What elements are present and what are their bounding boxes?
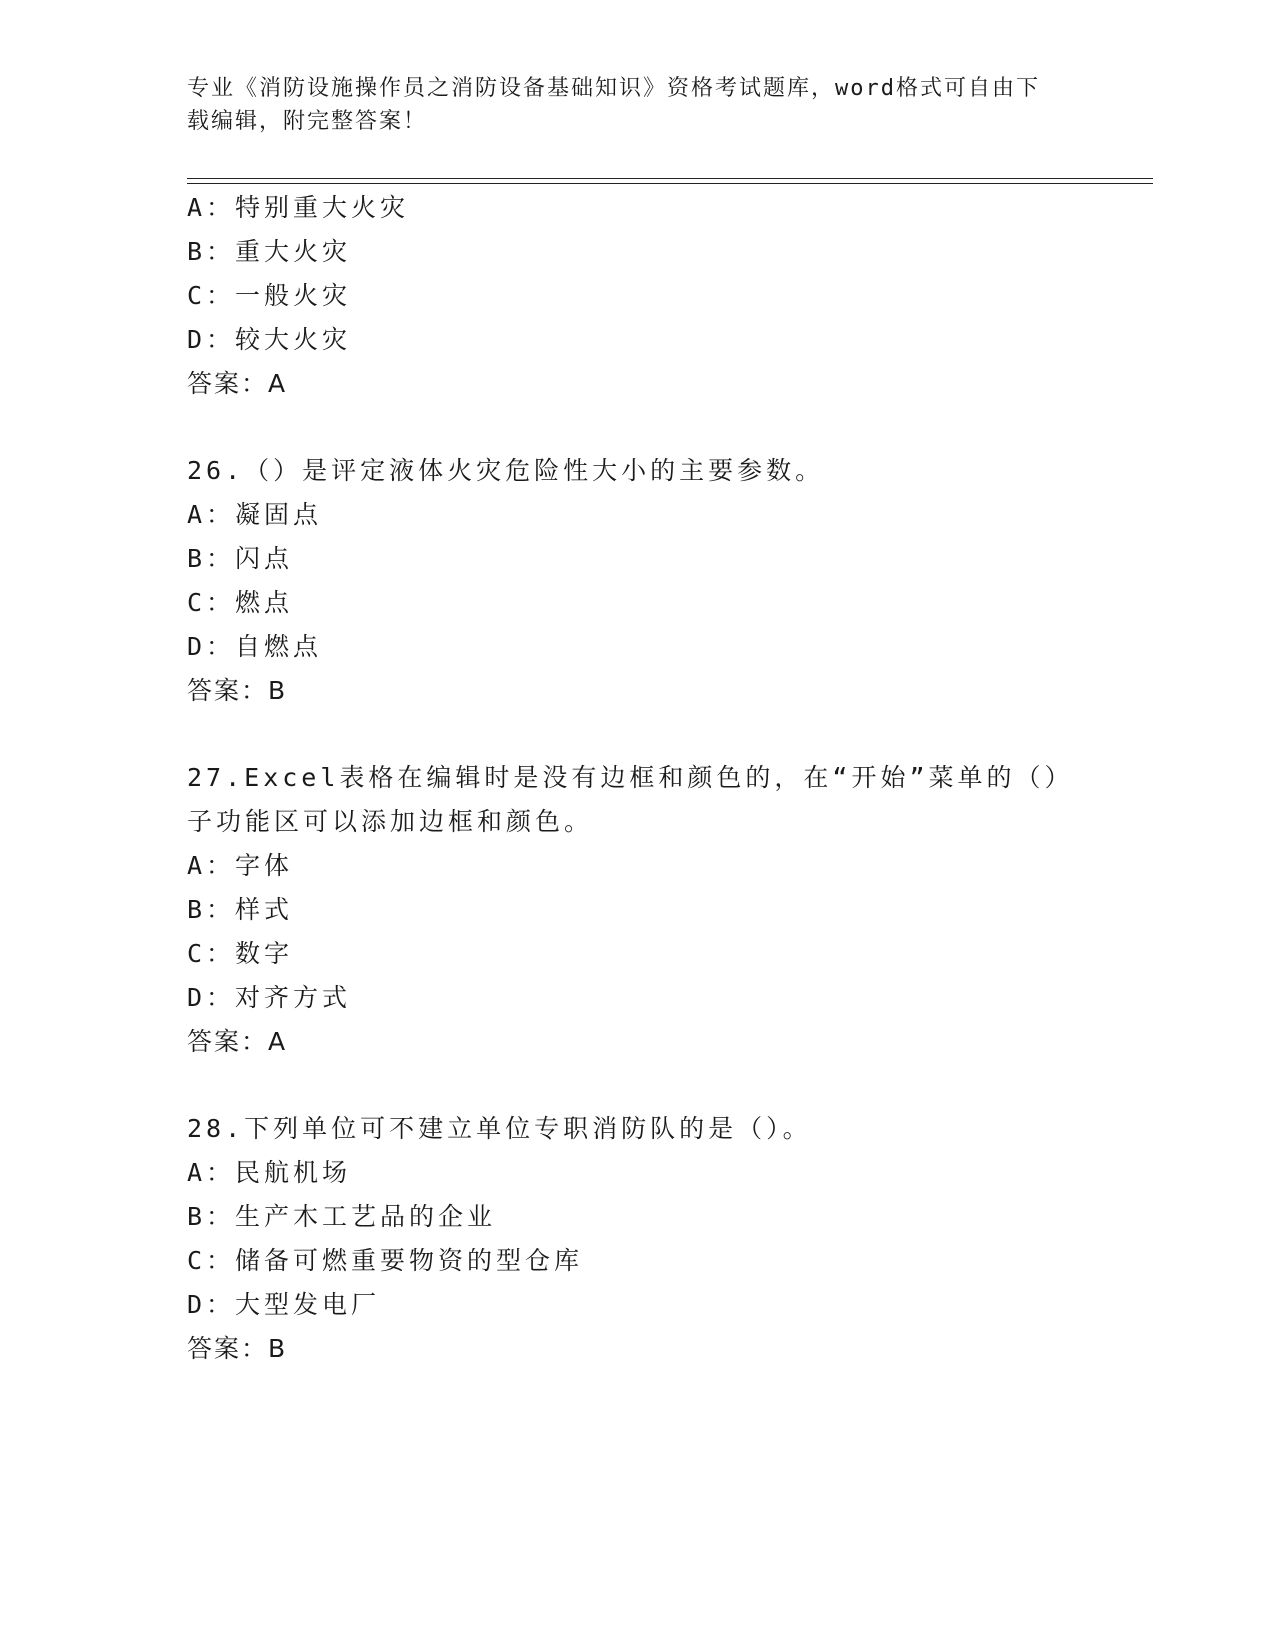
q25-option-b: B：重大火灾 <box>187 237 352 266</box>
q27-option-c: C：数字 <box>187 939 294 968</box>
header-line-2: 载编辑，附完整答案！ <box>187 109 428 134</box>
q26-option-d: D：自燃点 <box>187 632 323 661</box>
q28-option-c: C：储备可燃重要物资的型仓库 <box>187 1246 584 1275</box>
q25-answer: 答案：A <box>187 369 288 398</box>
q28-answer: 答案：B <box>187 1334 288 1363</box>
q26-option-b: B：闪点 <box>187 544 294 573</box>
q27-stem-line-1: 27.Excel表格在编辑时是没有边框和颜色的，在“开始”菜单的（） <box>187 763 1074 792</box>
header-line-1: 专业《消防设施操作员之消防设备基础知识》资格考试题库，word格式可自由下 <box>187 76 1040 101</box>
q27-option-d: D：对齐方式 <box>187 983 352 1012</box>
q26-answer: 答案：B <box>187 676 288 705</box>
header-rule-top <box>187 178 1153 179</box>
q26-option-c: C：燃点 <box>187 588 294 617</box>
q27-option-b: B：样式 <box>187 895 294 924</box>
q27-stem-line-2: 子功能区可以添加边框和颜色。 <box>187 807 594 836</box>
q25-option-a: A：特别重大火灾 <box>187 193 410 222</box>
q25-option-c: C：一般火灾 <box>187 281 352 310</box>
document-header <box>187 72 1067 138</box>
q27-option-a: A：字体 <box>187 851 294 880</box>
q25-option-d: D：较大火灾 <box>187 325 352 354</box>
q28-stem: 28.下列单位可不建立单位专职消防队的是（）。 <box>187 1114 812 1143</box>
header-rule-bottom <box>187 183 1153 184</box>
q28-option-b: B：生产木工艺品的企业 <box>187 1202 497 1231</box>
q28-option-d: D：大型发电厂 <box>187 1290 381 1319</box>
q26-stem: 26.（）是评定液体火灾危险性大小的主要参数。 <box>187 456 825 485</box>
q28-option-a: A：民航机场 <box>187 1158 352 1187</box>
q27-answer: 答案：A <box>187 1027 288 1056</box>
q26-option-a: A：凝固点 <box>187 500 323 529</box>
